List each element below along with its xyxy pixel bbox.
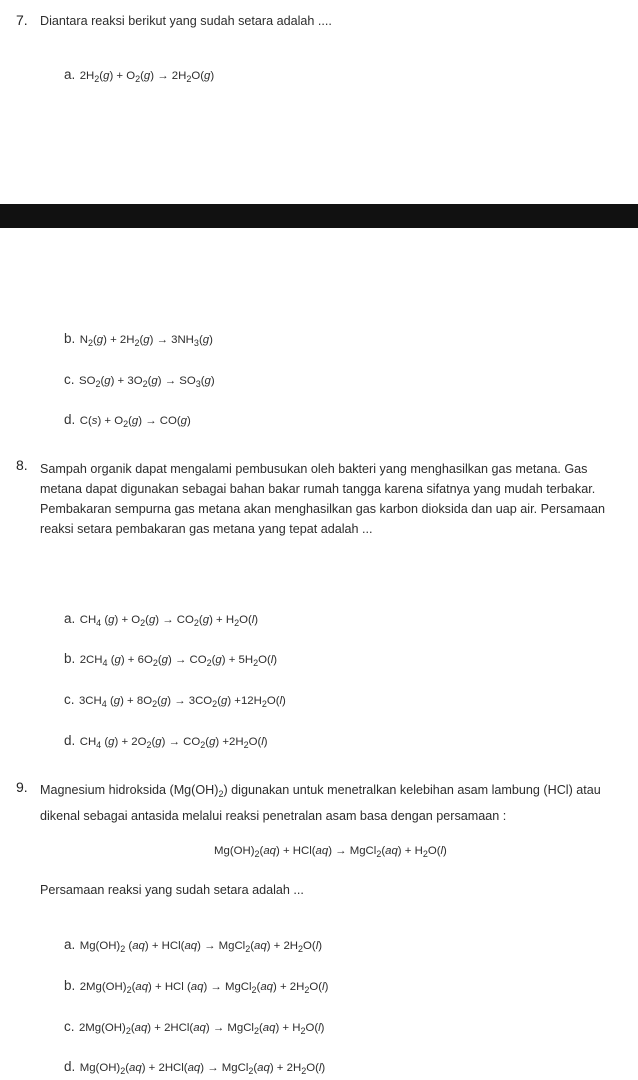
q7-option-c[interactable] bbox=[64, 371, 215, 389]
q7-option-a-equation: $2H_2(g) + O_2(g) \to 2H_2O(g)$ bbox=[79, 70, 215, 84]
q7-option-c-label: c. bbox=[64, 372, 75, 387]
q8-option-b-equation: $2CH_4$ $(g) + 6O_2(g) \to CO_2(g) + 5H_2O(l)$ bbox=[79, 654, 278, 668]
q8-option-c-equation: $3CH_4$ $(g) + 8O_2(g) \to 3CO_2(g) +12H_2O(l)$ bbox=[78, 695, 286, 709]
q9-prompt: Persamaan reaksi yang sudah setara adalah ... bbox=[40, 883, 304, 897]
q9-option-a-label: a. bbox=[64, 937, 76, 952]
q7-option-c-equation: $SO_2(g) + 3O_2(g) \to SO_3(g)$ bbox=[78, 375, 215, 389]
q9-option-d-equation: $Mg(OH)_2(aq) + 2HCl(aq)$ → MgCl$_2$(aq) + $2H_2O(l)$ bbox=[79, 1062, 326, 1076]
q7-option-d-equation: $C(s) + O_2(g) \to CO(g)$ bbox=[79, 415, 191, 429]
q7-option-b-label: b. bbox=[64, 331, 76, 346]
q9-option-b-equation: $2Mg(OH)_2(aq)$ + HCl (aq) → MgCl$_2$(aq) + $2H_2O(l)$ bbox=[79, 981, 329, 995]
redaction-bar bbox=[0, 204, 638, 228]
q9-number: 9. bbox=[16, 779, 28, 795]
q8-option-a[interactable] bbox=[64, 610, 258, 628]
q7-number: 7. bbox=[16, 12, 28, 28]
q8-option-d[interactable] bbox=[64, 732, 268, 750]
q7-option-d-label: d. bbox=[64, 412, 76, 427]
q9-equation: $Mg(OH)_2(aq) + HCl(aq)$ → MgCl$_2$(aq) + $H_2O(l)$ bbox=[214, 845, 447, 859]
q8-option-c-label: c. bbox=[64, 692, 75, 707]
q8-question: Sampah organik dapat mengalami pembusukan oleh bakteri yang menghasilkan gas metana. Gas metana dapat digunakan sebagai bahan bakar rumah tangga karena sifatnya yang mudah terbakar. Pembakaran sempurna gas metana akan menghasilkan gas karbon dioksida dan uap air. Persamaan reaksi setara pembakaran gas metana yang tepat adalah ... bbox=[40, 462, 605, 536]
q7-option-a-label: a. bbox=[64, 67, 76, 82]
q9-option-a-equation: $Mg(OH)_2$ (aq) + HCl(aq) → MgCl$_2$(aq) + $2H_2O(l)$ bbox=[79, 940, 323, 954]
q7-option-d[interactable] bbox=[64, 411, 191, 429]
q9-option-b-label: b. bbox=[64, 978, 76, 993]
q8-option-d-equation: $CH_4$ $(g) + 2O_2(g) \to CO_2(g) +2H_2O(l)$ bbox=[79, 736, 268, 750]
q8-option-a-label: a. bbox=[64, 611, 76, 626]
q9-option-a[interactable] bbox=[64, 936, 322, 954]
q9-question: Magnesium hidroksida $(Mg(OH)_2)$ digunakan untuk menetralkan kelebihan asam lambung (HCl) atau dikenal sebagai antasida melalui reaksi penetralan asam basa dengan persamaan : bbox=[40, 783, 601, 823]
q9-option-d[interactable] bbox=[64, 1058, 325, 1076]
q9-option-c-label: c. bbox=[64, 1019, 75, 1034]
q8-option-b-label: b. bbox=[64, 651, 76, 666]
q9-option-b[interactable] bbox=[64, 977, 328, 995]
q7-question: Diantara reaksi berikut yang sudah setara adalah .... bbox=[40, 14, 332, 28]
q9-option-d-label: d. bbox=[64, 1059, 76, 1074]
q9-option-c-equation: $2Mg(OH)_2(aq) + 2HCl(aq)$ → MgCl$_2$(aq) + $H_2O(l)$ bbox=[78, 1022, 325, 1036]
q8-number: 8. bbox=[16, 457, 28, 473]
q7-option-a[interactable] bbox=[64, 66, 214, 84]
q8-option-a-equation: $CH_4$ $(g) + O_2(g) \to CO_2(g) + H_2O(l)$ bbox=[79, 614, 259, 628]
q7-option-b-equation: $N_2(g) + 2H_2(g) \to 3NH_3(g)$ bbox=[79, 334, 213, 348]
q7-option-b[interactable] bbox=[64, 330, 213, 348]
q8-option-d-label: d. bbox=[64, 733, 76, 748]
q9-option-c[interactable] bbox=[64, 1018, 324, 1036]
q8-option-b[interactable] bbox=[64, 650, 277, 668]
q8-option-c[interactable] bbox=[64, 691, 286, 709]
